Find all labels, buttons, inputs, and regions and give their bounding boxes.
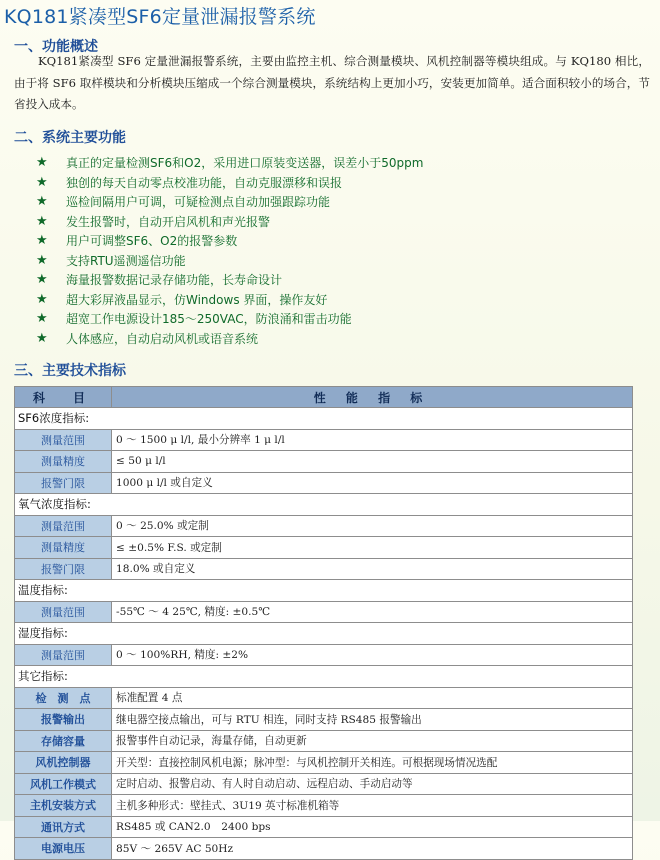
- spec-item-value: -55℃ ～ 4 25℃, 精度: ±0.5℃: [112, 601, 633, 623]
- star-icon: ★: [36, 252, 48, 268]
- spec-group-label: 其它指标:: [15, 666, 633, 688]
- spec-item-value: 主机多种形式：壁挂式、3U19 英寸标准机箱等: [112, 795, 633, 817]
- spec-item-label: 报警输出: [15, 709, 112, 731]
- feature-text: 独创的每天自动零点校准功能，自动克服漂移和误报: [66, 175, 343, 190]
- feature-item: [0, 251, 660, 271]
- feature-item: [0, 270, 660, 290]
- feature-text: 巡检间隔用户可调，可疑检测点自动加强跟踪功能: [66, 195, 331, 210]
- spec-item-value: 开关型：直接控制风机电源；脉冲型：与风机控制开关相连。可根据现场情况选配: [112, 752, 633, 774]
- spec-group-label: SF6浓度指标:: [15, 408, 633, 430]
- spec-group-row: [15, 666, 633, 688]
- spec-item-value: 18.0% 或自定义: [112, 558, 633, 580]
- spec-row: [15, 537, 633, 559]
- feature-text: 发生报警时，自动开启风机和声光报警: [66, 214, 271, 229]
- document-title: KQ181紧凑型SF6定量泄漏报警系统: [4, 6, 316, 28]
- star-icon: ★: [36, 291, 48, 307]
- feature-item: [0, 192, 660, 212]
- spec-item-value: 定时启动、报警启动、有人时自动启动、远程启动、手动启动等: [112, 773, 633, 795]
- feature-text: 超宽工作电源设计185～250VAC，防浪涌和雷击功能: [66, 312, 352, 327]
- spec-table-header: [15, 387, 633, 408]
- star-icon: ★: [36, 213, 48, 229]
- feature-item: [0, 153, 660, 173]
- feature-item: [0, 231, 660, 251]
- star-icon: ★: [36, 311, 48, 327]
- spec-item-value: 1000 μ l/l 或自定义: [112, 472, 633, 494]
- spec-row: [15, 472, 633, 494]
- star-icon: ★: [36, 330, 48, 346]
- spec-group-row: [15, 580, 633, 602]
- spec-item-label: 风机控制器: [15, 752, 112, 774]
- col-header-spec: 性 能 指 标: [112, 387, 633, 408]
- spec-row: [15, 429, 633, 451]
- spec-item-value: 0 ～ 25.0% 或定制: [112, 515, 633, 537]
- spec-group-label: 湿度指标:: [15, 623, 633, 645]
- feature-text: 海量报警数据记录存储功能，长寿命设计: [66, 273, 283, 288]
- feature-list: [0, 153, 660, 348]
- spec-row: [15, 709, 633, 731]
- spec-item-label: 电源电压: [15, 838, 112, 860]
- spec-item-value: ≤ 50 μ l/l: [112, 451, 633, 473]
- spec-item-value: 0 ～ 1500 μ l/l, 最小分辨率 1 μ l/l: [112, 429, 633, 451]
- feature-text: 用户可调整SF6、O2的报警参数: [66, 234, 238, 249]
- spec-item-label: 报警门限: [15, 558, 112, 580]
- star-icon: ★: [36, 272, 48, 288]
- spec-item-value: 继电器空接点输出，可与 RTU 相连，同时支持 RS485 报警输出: [112, 709, 633, 731]
- feature-item: [0, 309, 660, 329]
- feature-item: [0, 212, 660, 232]
- spec-item-label: 报警门限: [15, 472, 112, 494]
- star-icon: ★: [36, 174, 48, 190]
- spec-group-row: [15, 623, 633, 645]
- spec-row: [15, 795, 633, 817]
- spec-item-value: ≤ ±0.5% F.S. 或定制: [112, 537, 633, 559]
- col-header-item: 科 目: [15, 387, 112, 408]
- feature-item: [0, 173, 660, 193]
- section-heading-overview: 一、功能概述: [14, 39, 98, 55]
- spec-item-label: 存储容量: [15, 730, 112, 752]
- feature-item: [0, 329, 660, 349]
- spec-item-label: 通讯方式: [15, 816, 112, 838]
- spec-row: [15, 451, 633, 473]
- spec-row: [15, 752, 633, 774]
- spec-row: [15, 838, 633, 860]
- star-icon: ★: [36, 233, 48, 249]
- feature-text: 真正的定量检测SF6和O2，采用进口原装变送器，误差小于50ppm: [66, 156, 424, 171]
- spec-row: [15, 515, 633, 537]
- spec-row: [15, 644, 633, 666]
- overview-paragraph: KQ181紧凑型 SF6 定量泄漏报警系统，主要由监控主机、综合测量模块、风机控制器等模块组成。与 KQ180 相比，由于将 SF6 取样模块和分析模块压缩成一个综合测量模块，系统结构上更加小巧，安装更加简单。适合面积较小的场合，节省投入成本。: [14, 54, 650, 111]
- section-heading-functions: 二、系统主要功能: [14, 130, 126, 146]
- spec-group-label: 氧气浓度指标:: [15, 494, 633, 516]
- star-icon: ★: [36, 155, 48, 171]
- spec-item-label: 测量范围: [15, 601, 112, 623]
- spec-item-label: 测量范围: [15, 429, 112, 451]
- spec-row: [15, 730, 633, 752]
- feature-item: [0, 290, 660, 310]
- spec-item-value: 85V ～ 265V AC 50Hz: [112, 838, 633, 860]
- spec-group-row: [15, 408, 633, 430]
- feature-text: 超大彩屏液晶显示，仿Windows 界面，操作友好: [66, 292, 328, 307]
- spec-item-value: 标准配置 4 点: [112, 687, 633, 709]
- spec-row: [15, 816, 633, 838]
- spec-table: [14, 386, 633, 860]
- feature-text: 人体感应，自动启动风机或语音系统: [66, 331, 259, 346]
- spec-item-value: 0 ～ 100%RH, 精度: ±2%: [112, 644, 633, 666]
- star-icon: ★: [36, 194, 48, 210]
- feature-text: 支持RTU遥测遥信功能: [66, 253, 186, 268]
- spec-item-value: RS485 或 CAN2.0 2400 bps: [112, 816, 633, 838]
- spec-item-label: 测量范围: [15, 644, 112, 666]
- spec-group-row: [15, 494, 633, 516]
- spec-group-label: 温度指标:: [15, 580, 633, 602]
- spec-item-label: 主机安装方式: [15, 795, 112, 817]
- section-heading-specs: 三、主要技术指标: [14, 363, 126, 379]
- spec-item-label: 测量范围: [15, 515, 112, 537]
- spec-row: [15, 601, 633, 623]
- spec-row: [15, 687, 633, 709]
- spec-item-label: 测量精度: [15, 451, 112, 473]
- spec-item-value: 报警事件自动记录，海量存储，自动更新: [112, 730, 633, 752]
- spec-row: [15, 558, 633, 580]
- spec-item-label: 测量精度: [15, 537, 112, 559]
- spec-row: [15, 773, 633, 795]
- spec-item-label: 检 测 点: [15, 687, 112, 709]
- spec-item-label: 风机工作模式: [15, 773, 112, 795]
